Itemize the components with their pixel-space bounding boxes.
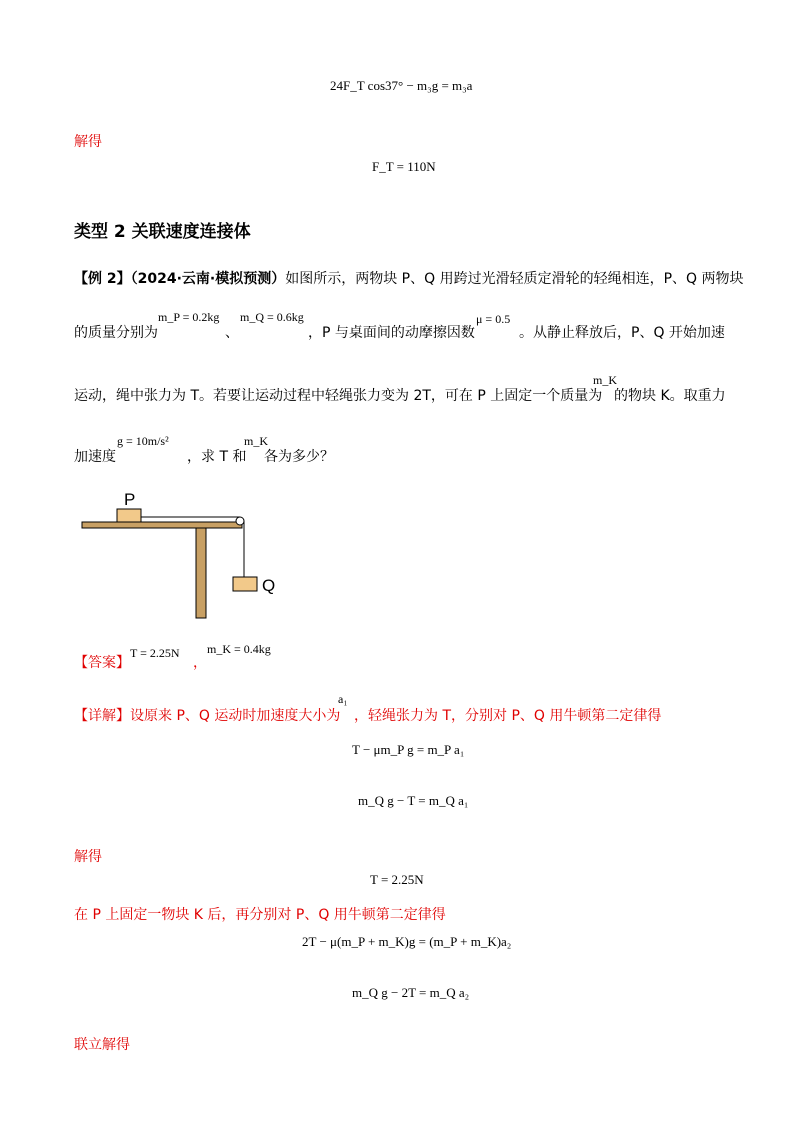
solve-label-2: 解得 (74, 849, 102, 865)
mass-k-symbol-2: m_K (244, 434, 268, 448)
example-line-4-a: 加速度 (74, 449, 116, 465)
example-text-1: 如图所示，两物块 P、Q 用跨过光滑轻质定滑轮的轻绳相连，P、Q 两物块 (285, 271, 744, 287)
example-line-3-b: 的物块 K。取重力 (614, 388, 726, 404)
detail-intro-a: 设原来 P、Q 运动时加速度大小为 (130, 708, 341, 724)
pulley-diagram (78, 488, 298, 623)
example-line-4-c: 各为多少？ (264, 449, 334, 465)
block-p (117, 509, 141, 522)
example-line-2-a: 的质量分别为 (74, 325, 158, 341)
example-line-2-b: ，P 与桌面间的动摩擦因数 (308, 325, 475, 341)
mass-q-formula: m_Q = 0.6kg (240, 310, 304, 324)
answer-separator: ， (193, 655, 207, 671)
pulley (236, 517, 244, 525)
example-line-3-a: 运动，绳中张力为 T。若要让运动过程中轻绳张力变为 2T，可在 P 上固定一个质量为 (74, 388, 603, 404)
detail-step-2: 在 P 上固定一物块 K 后，再分别对 P、Q 用牛顿第二定律得 (74, 907, 446, 923)
equation-p-motion: T − μm_P g = m_P a₁ (352, 742, 465, 757)
table-top (82, 522, 242, 528)
equation-tension-balance: 24F_T cos37° − m₃g = m₃a (330, 78, 473, 93)
mass-k-symbol: m_K (593, 373, 617, 387)
example-line-2-c: 。从静止释放后，P、Q 开始加速 (519, 325, 725, 341)
block-q (233, 577, 257, 591)
detail-intro-b: ，轻绳张力为 T，分别对 P、Q 用牛顿第二定律得 (354, 708, 662, 724)
detail-intro (74, 705, 340, 725)
example-source: （2024·云南·模拟预测） (130, 271, 286, 287)
example-line-4-b: ，求 T 和 (187, 449, 247, 465)
detail-tag: 【详解】 (74, 708, 130, 724)
separator: 、 (225, 325, 239, 341)
label-p: P (124, 490, 136, 509)
equation-p-with-k: 2T − μ(m_P + m_K)g = (m_P + m_K)a₂ (302, 934, 512, 949)
friction-coefficient: μ = 0.5 (476, 312, 511, 326)
final-solve-label: 联立解得 (74, 1037, 130, 1053)
gravity-formula: g = 10m/s² (117, 434, 169, 448)
equation-q-motion: m_Q g − T = m_Q a₁ (358, 793, 469, 808)
section-heading: 类型 2 关联速度连接体 (74, 222, 251, 242)
equation-ft-result: F_T = 110N (372, 159, 436, 174)
equation-t-result: T = 2.25N (370, 872, 424, 887)
mass-p-formula: m_P = 0.2kg (158, 310, 220, 324)
table-leg (196, 528, 206, 618)
answer-tag: 【答案】 (74, 655, 130, 671)
label-q: Q (262, 576, 276, 595)
example-line-1 (74, 268, 744, 288)
equation-q-with-2t: m_Q g − 2T = m_Q a₂ (352, 985, 470, 1000)
example-tag: 【例 2】 (74, 271, 131, 287)
solve-label-1: 解得 (74, 134, 102, 150)
answer-mk: m_K = 0.4kg (207, 642, 271, 656)
acceleration-a1: a₁ (338, 692, 348, 706)
answer-t: T = 2.25N (130, 646, 180, 660)
